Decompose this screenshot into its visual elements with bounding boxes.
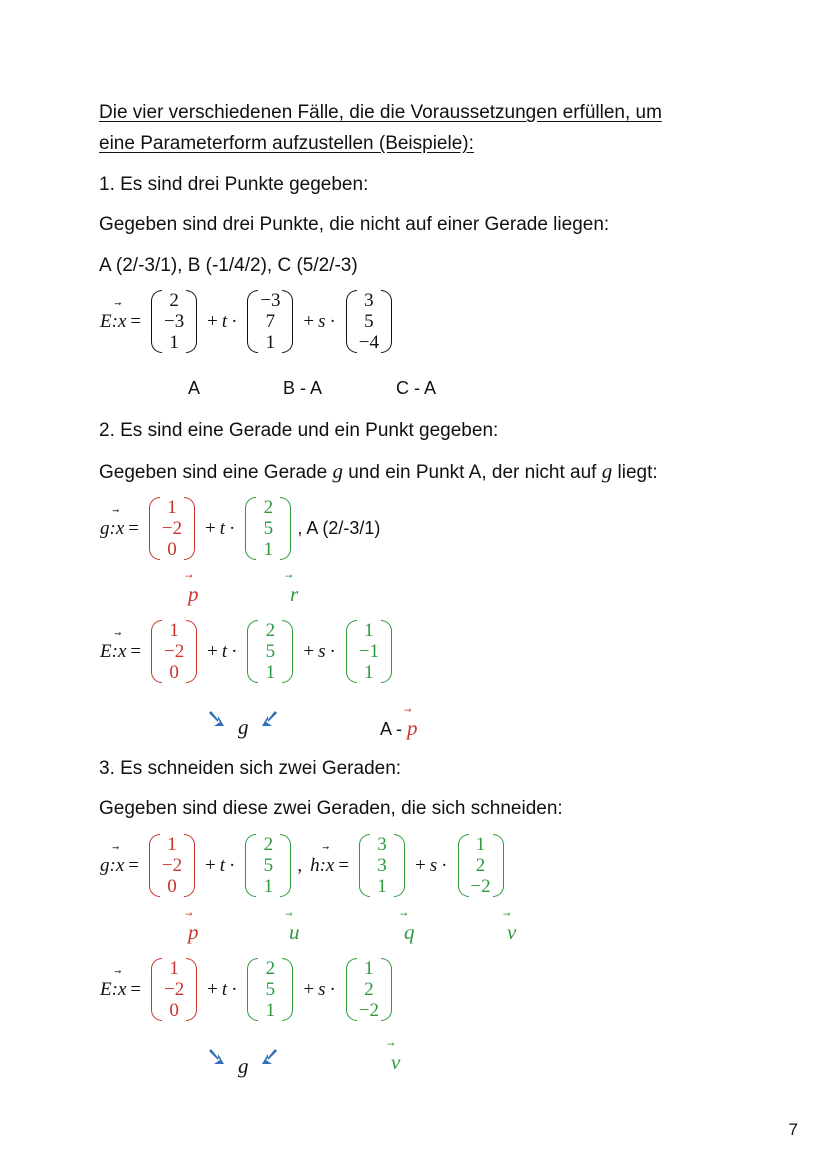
- dot-sign: ·: [441, 854, 448, 876]
- equals-sign: =: [130, 978, 142, 1000]
- arrow-down-right-icon: [206, 708, 228, 730]
- point-a: , A (2/-3/1): [297, 518, 381, 538]
- plus-sign: +: [303, 310, 315, 332]
- case2-plane-equation: [100, 620, 398, 683]
- x-vector-symbol: x: [115, 854, 125, 876]
- arrow-down-left-icon: [258, 708, 280, 730]
- page-number: 7: [788, 1120, 798, 1139]
- param-s: s: [429, 854, 438, 876]
- direction-vector-2: 3 5 −4: [346, 290, 392, 353]
- line-label-h: h:: [310, 854, 326, 876]
- dot-sign: ·: [228, 517, 236, 539]
- line-label-g: g:: [100, 517, 116, 539]
- arrow-down-left-icon: [258, 1046, 280, 1068]
- dot-sign: ·: [231, 640, 238, 662]
- support-vector: 1 −2 0: [151, 620, 197, 683]
- plus-sign: +: [415, 854, 426, 876]
- label-v-vector: v: [391, 1050, 401, 1074]
- dot-sign: ·: [329, 978, 336, 1000]
- plus-sign: +: [303, 978, 315, 1000]
- heading-line-1: Die vier verschiedenen Fälle, die die Voraussetzungen erfüllen, um: [99, 102, 662, 123]
- param-t: t: [221, 310, 228, 332]
- support-vector: 1 −2 0: [151, 958, 197, 1021]
- eq-label: E:: [100, 310, 118, 332]
- direction-vector-2: 1 −1 1: [346, 620, 392, 683]
- case1-title: 1. Es sind drei Punkte gegeben:: [99, 174, 369, 195]
- dot-sign: ·: [329, 310, 336, 332]
- dot-sign: ·: [228, 854, 236, 876]
- support-vector: 1 −2 0: [149, 497, 195, 560]
- param-t: t: [221, 640, 228, 662]
- dot-sign: ·: [231, 310, 238, 332]
- plus-sign: +: [303, 640, 315, 662]
- label-p-vector: p: [188, 582, 199, 606]
- case3-description: Gegeben sind diese zwei Geraden, die sich schneiden:: [99, 798, 563, 819]
- support-vector-g: 1 −2 0: [149, 834, 195, 897]
- direction-vector-2: 1 2 −2: [346, 958, 392, 1021]
- case2-line-equation: [100, 497, 380, 560]
- equals-sign: =: [130, 310, 142, 332]
- case3-lines-equation: g: x = 1 −2 0 + t · 2 5 1 , h: x = 3 3 1 + s · 1 2 −2: [100, 834, 510, 897]
- case3-title: 3. Es schneiden sich zwei Geraden:: [99, 758, 402, 779]
- param-t: t: [219, 517, 225, 539]
- label-a: A: [188, 378, 201, 398]
- dot-sign: ·: [329, 640, 336, 662]
- heading-line-2: eine Parameterform aufzustellen (Beispiele):: [99, 133, 474, 154]
- direction-vector-1: 2 5 1: [247, 620, 293, 683]
- case2-title: 2. Es sind eine Gerade und ein Punkt gegeben:: [99, 420, 499, 441]
- equals-sign: =: [130, 640, 142, 662]
- plus-sign: +: [207, 978, 218, 1000]
- label-b-minus-a: B - A: [283, 378, 323, 398]
- plus-sign: +: [207, 640, 218, 662]
- x-vector-symbol: x: [115, 517, 125, 539]
- label-q-vector: q: [404, 920, 415, 944]
- direction-vector-1: 2 5 1: [247, 958, 293, 1021]
- case1-points: A (2/-3/1), B (-1/4/2), C (5/2/-3): [99, 255, 358, 276]
- x-vector-symbol: x: [325, 854, 335, 876]
- direction-vector: 2 5 1: [245, 497, 291, 560]
- eq-label: E:: [100, 640, 118, 662]
- label-a-minus-p: A - p: [380, 716, 418, 740]
- case3-plane-equation: [100, 958, 398, 1021]
- label-u-vector: u: [289, 920, 300, 944]
- plus-sign: +: [207, 310, 218, 332]
- dot-sign: ·: [231, 978, 238, 1000]
- plus-sign: +: [204, 854, 216, 876]
- label-g: g: [238, 1054, 249, 1078]
- eq-label: E:: [100, 978, 118, 1000]
- label-c-minus-a: C - A: [396, 378, 437, 398]
- equals-sign: =: [338, 854, 350, 876]
- label-g: g: [238, 715, 249, 739]
- label-r-vector: r: [290, 582, 299, 606]
- case1-plane-equation: [100, 290, 398, 353]
- label-v-vector: v: [507, 920, 517, 944]
- direction-vector-h: 1 2 −2: [458, 834, 504, 897]
- equals-sign: =: [128, 854, 139, 876]
- param-s: s: [318, 978, 326, 1000]
- equals-sign: =: [128, 517, 139, 539]
- label-p-vector: p: [188, 920, 199, 944]
- support-vector: 2 −3 1: [151, 290, 197, 353]
- support-vector-h: 3 3 1: [359, 834, 405, 897]
- x-vector-symbol: x: [117, 978, 127, 1000]
- x-vector-symbol: x: [117, 640, 127, 662]
- param-t: t: [221, 978, 228, 1000]
- plus-sign: +: [204, 517, 216, 539]
- arrow-down-right-icon: [206, 1046, 228, 1068]
- param-s: s: [318, 640, 326, 662]
- direction-vector-1: −3 7 1: [247, 290, 293, 353]
- case1-description: Gegeben sind drei Punkte, die nicht auf einer Gerade liegen:: [99, 214, 610, 235]
- param-s: s: [318, 310, 326, 332]
- direction-vector-g: 2 5 1: [245, 834, 291, 897]
- line-label-g: g:: [100, 854, 116, 876]
- param-t: t: [219, 854, 225, 876]
- x-vector-symbol: x: [117, 310, 127, 332]
- case2-description: Gegeben sind eine Gerade g und ein Punkt A, der nicht auf g liegt:: [99, 459, 658, 483]
